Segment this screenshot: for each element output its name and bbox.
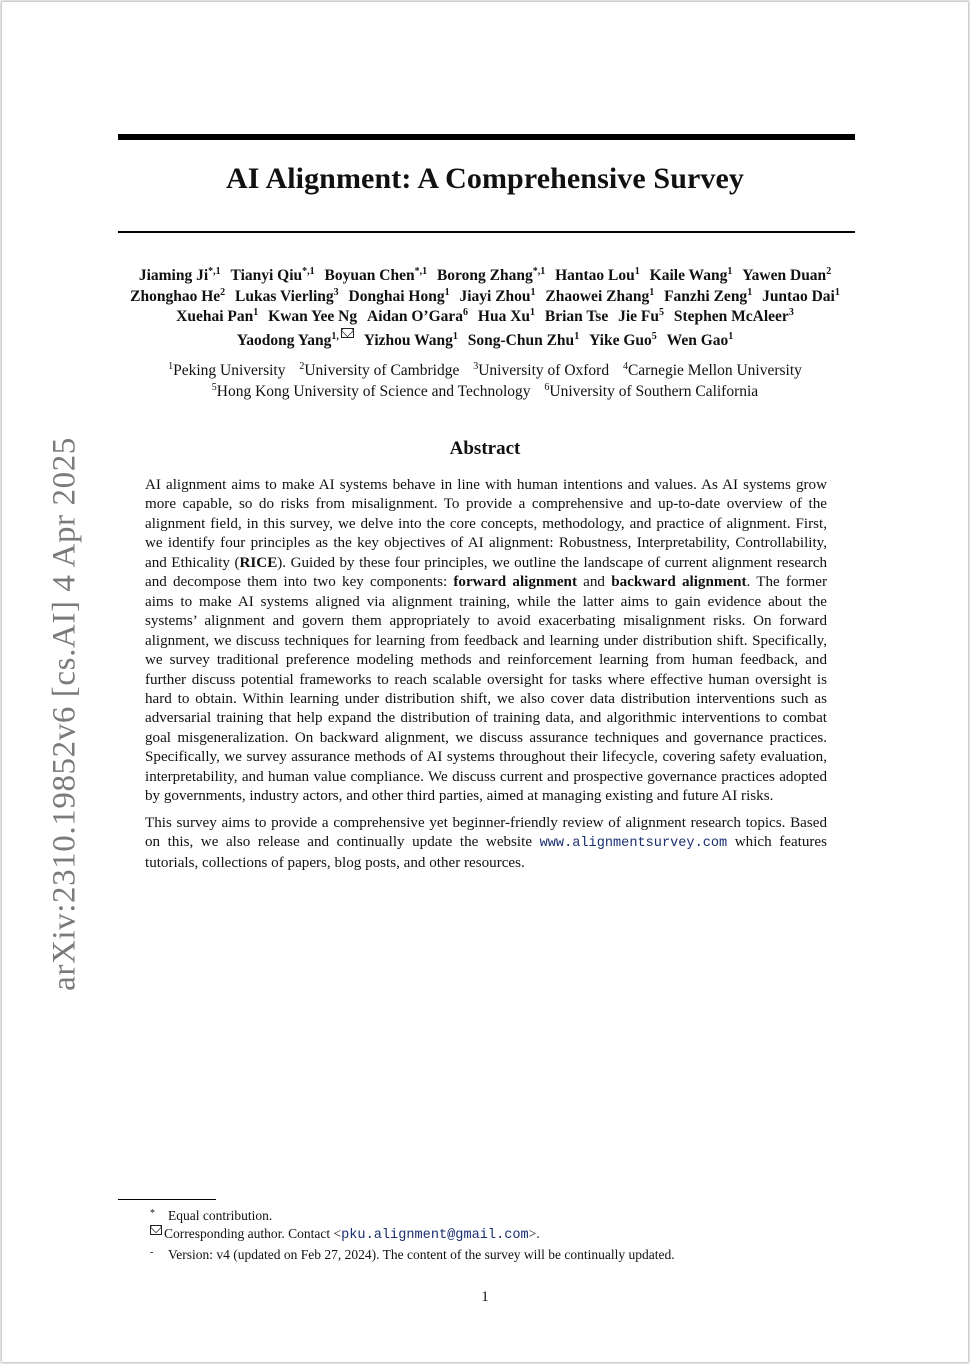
- author: Jiayi Zhou$^1$: [459, 286, 536, 305]
- author: Wen Gao$^1$: [666, 330, 734, 349]
- title-bottom-rule: [118, 231, 855, 233]
- author: Stephen McAleer$^3$: [673, 307, 794, 325]
- author: Borong Zhang$^{*,1}$: [436, 266, 546, 284]
- abstract-heading: Abstract: [449, 438, 521, 459]
- author: Hua Xu$^1$: [477, 307, 536, 325]
- author: Kwan Yee Ng: [268, 308, 358, 325]
- author-line: [102, 328, 868, 352]
- author: Yawen Duan$^2$: [742, 266, 832, 284]
- author: Brian Tse: [544, 308, 609, 325]
- author: Lukas Vierling$^3$: [235, 286, 339, 305]
- author: Juntao Dai$^1$: [762, 286, 840, 305]
- website-link[interactable]: www.alignmentsurvey.com: [539, 836, 728, 852]
- affiliation: $^2$University of Cambridge: [299, 361, 460, 379]
- title-top-rule: [118, 134, 855, 140]
- paper-title: AI Alignment: A Comprehensive Survey: [225, 162, 745, 195]
- author: Tianyi Qiu$^{*,1}$: [230, 266, 315, 284]
- affiliation-line: [102, 360, 868, 381]
- author-line: [102, 307, 868, 328]
- footnote-rule: [118, 1199, 216, 1200]
- author: Jiaming $Ji^{*,1}$: [138, 266, 221, 284]
- backward-alignment-term: backward alignment: [611, 574, 747, 591]
- affiliation-line: [102, 381, 868, 402]
- contact-email[interactable]: pku.alignment@gmail.com: [341, 1227, 529, 1243]
- author: Hantao Lou$^1$: [555, 266, 640, 284]
- paper-page: [2, 2, 968, 1362]
- affiliation: $^3$University of Oxford: [473, 361, 610, 379]
- affiliation: $^5$Hong Kong University of Science and Technology: [211, 382, 531, 400]
- author: Song-Chun Zhu$^1$: [467, 330, 580, 349]
- author: Boyuan Chen$^{*,1}$: [324, 266, 428, 284]
- author: Yizhou Wang$^1$: [363, 330, 458, 349]
- author-line: [102, 287, 868, 308]
- author: Kaile Wang$^1$: [649, 266, 733, 284]
- footnote-equal-contribution: * Equal contribution.: [150, 1208, 273, 1223]
- author: Xuehai Pan$^1$: [176, 307, 259, 325]
- rice-acronym: RICE: [239, 554, 278, 571]
- author: Aidan O’Gara$^6$: [367, 307, 469, 325]
- author: Yaodong Yang$^{1,}$: [237, 332, 354, 349]
- author: Zhonghao He$^2$: [130, 286, 226, 305]
- author: Donghai Hong$^1$: [348, 286, 450, 305]
- affiliation: $^4$Carnegie Mellon University: [622, 361, 802, 379]
- footnote-corresponding-author: Corresponding author. Contact <pku.alignment@gmail.com>.: [150, 1225, 675, 1245]
- abstract-body: [145, 476, 827, 873]
- footnote-version: - Version: v4 (updated on Feb 27, 2024). The content of the survey will be continually updated.: [150, 1247, 675, 1262]
- author: Yike Guo$^5$: [589, 330, 657, 349]
- affiliation: $^6$University of Southern California: [544, 382, 759, 400]
- envelope-icon: [150, 1225, 162, 1235]
- author: Fanzhi Zeng$^1$: [664, 286, 753, 305]
- abstract-paragraph: AI alignment aims to make AI systems behave in line with human intentions and values. As AI systems grow more capable, so do risks from misalignment. To provide a comprehensive and up-to-date overview of the alignment field, in this survey, we delve into the core concepts, methodology, and practice of alignment. First, we identify four principles as the key objectives of AI alignment: Robustness, Interpretability, Controllability, and Ethicality (RICE). Guided by these four principles, we outline the landscape of current alignment research and decompose them into two key components: forward alignment and backward alignment. The former aims to make AI systems aligned via alignment training, while the latter aims to gain evidence about the systems’ alignment and govern them appropriately to avoid exacerbating misalignment risks. On forward alignment, we discuss techniques for learning from feedback and learning under distribution shift. Specifically, we survey traditional preference modeling methods and reinforcement learning from human feedback, and further discuss potential frameworks to reach scalable oversight for tasks where effective human oversight is hard to obtain. Within learning under distribution shift, we also cover data distribution interventions such as adversarial training that help expand the distribution of training data, and algorithmic interventions to combat goal misgeneralization. On backward alignment, we discuss assurance techniques and governance practices. Specifically, we survey assurance methods of AI systems throughout their lifecycle, covering safety evaluation, interpretability, and human value compliance. We discuss current and prospective governance practices adopted by governments, industry actors, and other third parties, aimed at managing existing and future AI risks.: [145, 477, 828, 805]
- author: Zhaowei Zhang$^1$: [545, 286, 655, 305]
- affiliation-list: [102, 360, 868, 402]
- affiliation: $^1$Peking University: [168, 361, 286, 379]
- author: Jie Fu$^5$: [618, 307, 665, 325]
- footnotes: [150, 1205, 675, 1264]
- forward-alignment-term: forward alignment: [453, 574, 577, 591]
- envelope-icon: [341, 328, 354, 338]
- arxiv-identifier: arXiv:2310.19852v6 [cs.AI] 4 Apr 2025: [46, 437, 83, 991]
- page-number: 1: [481, 1289, 489, 1305]
- author-line: [102, 266, 868, 287]
- abstract-paragraph: This survey aims to provide a comprehensive yet beginner-friendly review of alignment research topics. Based on this, we also release and continually update the website www.alignmentsurvey.com which features tutorials, collections of papers, blog posts, and other resources.: [145, 814, 827, 871]
- author-list: [102, 266, 868, 351]
